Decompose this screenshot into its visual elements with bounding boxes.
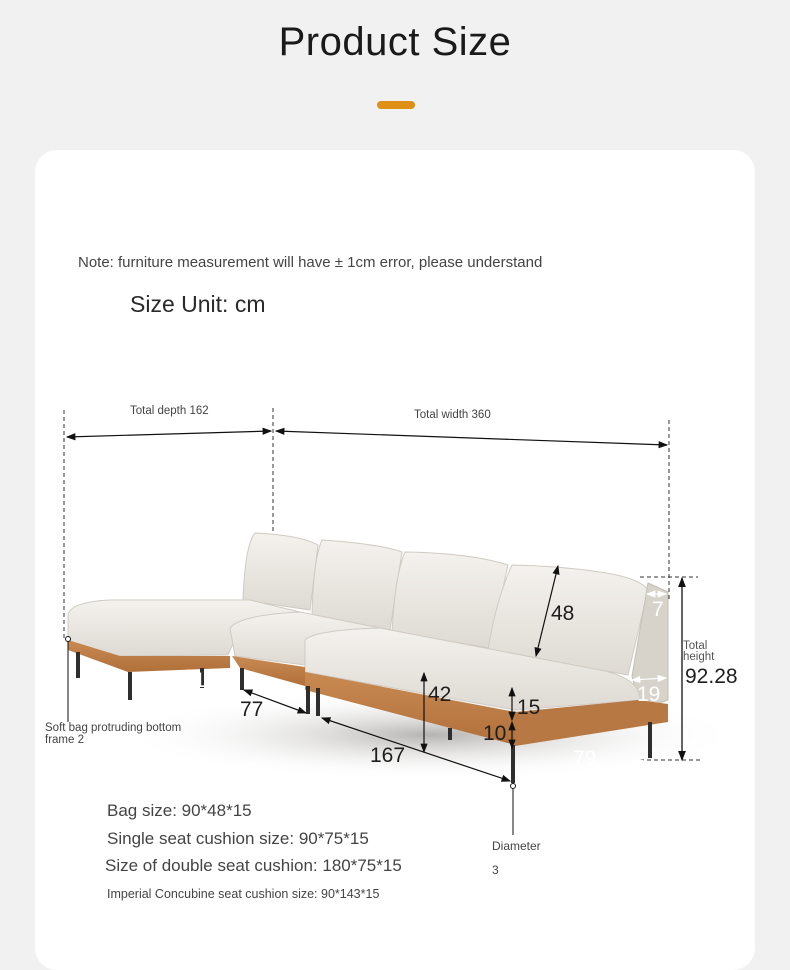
spec-double-seat-cushion: Size of double seat cushion: 180*75*15 [105, 856, 402, 875]
double-seat-width-value: 167 [370, 744, 406, 767]
chaise-width-value: 77 [240, 698, 264, 721]
leg-clearance-value: 17 [194, 669, 218, 692]
seat-height-value: 42 [428, 683, 452, 706]
total-height-label-line1: Total [683, 640, 708, 652]
total-height-label-line2: height [683, 651, 715, 663]
total-width-label: Total width 360 [414, 409, 491, 421]
measurement-note: Note: furniture measurement will have ± 1cm error, please understand [78, 254, 543, 271]
armrest-width-value: 19 [637, 683, 661, 706]
armrest-top-width-value: 7 [652, 598, 664, 621]
soft-bag-note-line1: Soft bag protruding bottom [45, 722, 182, 734]
back-cushion-height-value: 48 [551, 602, 575, 625]
size-unit: Size Unit: cm [130, 291, 266, 317]
soft-bag-note-line2: frame 2 [45, 734, 84, 746]
spec-bag-size: Bag size: 90*48*15 [107, 801, 252, 820]
seat-depth-value: 79 [573, 747, 597, 770]
total-height-value: 92.28 [685, 665, 738, 688]
total-depth-label: Total depth 162 [130, 405, 209, 417]
spec-single-seat-cushion: Single seat cushion size: 90*75*15 [107, 829, 369, 848]
frame-height-value: 10 [483, 722, 507, 745]
spec-imperial-concubine-cushion: Imperial Concubine seat cushion size: 90*143*15 [107, 887, 380, 901]
seat-cushion-thickness-value: 15 [517, 696, 541, 719]
page-title: Product Size [278, 20, 512, 64]
diameter-label: Diameter [492, 839, 541, 853]
diameter-value: 3 [492, 863, 499, 877]
